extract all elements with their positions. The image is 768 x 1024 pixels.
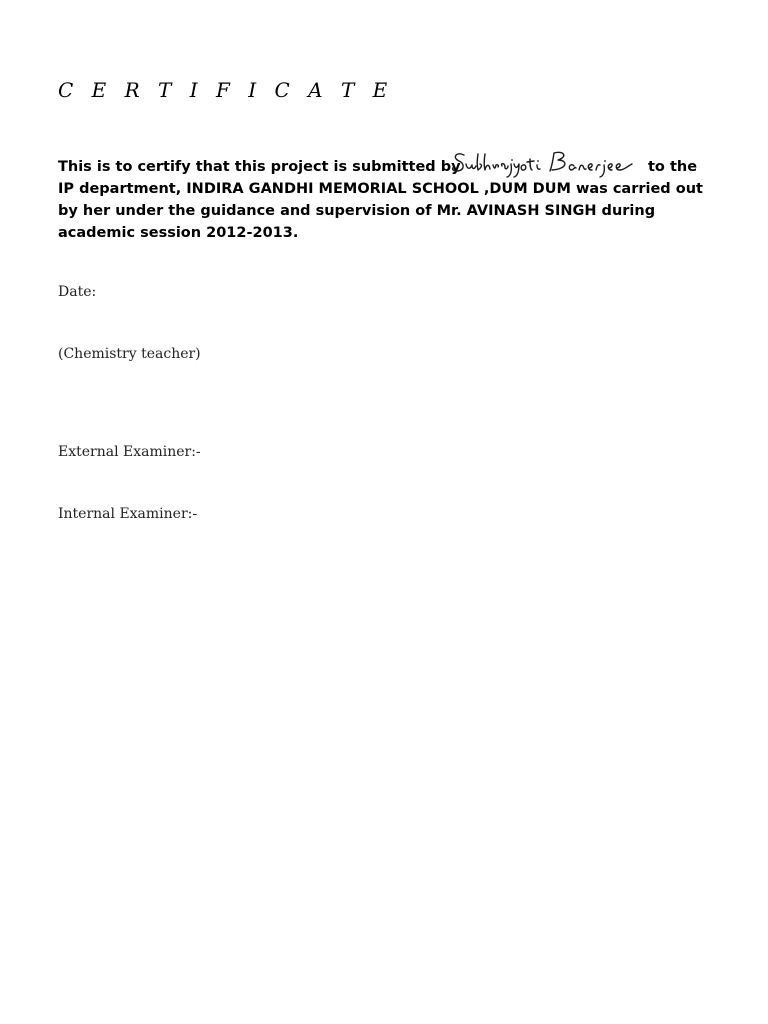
date-label: Date: xyxy=(58,284,97,300)
internal-examiner-label: Internal Examiner:- xyxy=(58,506,198,522)
statement-line-2: IP department, INDIRA GANDHI MEMORIAL SCHOOL ,DUM DUM was carried out xyxy=(58,181,703,197)
statement-line-1 xyxy=(58,152,710,178)
certificate-title: C E R T I F I C A T E xyxy=(58,78,394,102)
statement-lead-text: This is to certify that this project is submitted by xyxy=(58,159,461,175)
chemistry-teacher-label: (Chemistry teacher) xyxy=(58,346,201,362)
external-examiner-label: External Examiner:- xyxy=(58,444,201,460)
statement-line-3: by her under the guidance and supervision of Mr. AVINASH SINGH during xyxy=(58,203,656,219)
statement-tail-text: to the xyxy=(648,159,698,175)
handwritten-signature xyxy=(450,146,640,180)
statement-line-4: academic session 2012-2013. xyxy=(58,225,299,241)
certificate-statement xyxy=(58,152,710,244)
